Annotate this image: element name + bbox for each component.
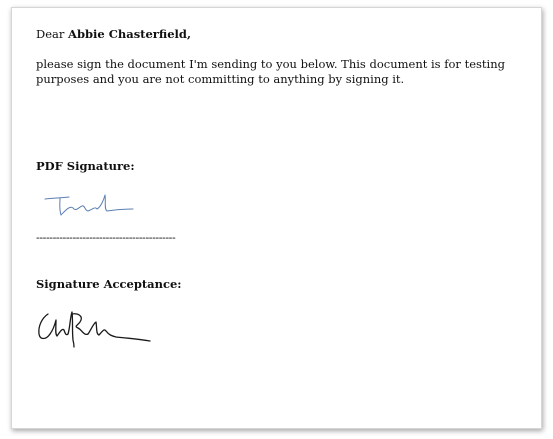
greeting-prefix: Dear xyxy=(36,27,65,41)
signature-separator: ------------------------------------------ xyxy=(36,231,176,244)
signature-acceptance-heading: Signature Acceptance: xyxy=(36,277,182,291)
pdf-signature-heading: PDF Signature: xyxy=(36,159,135,173)
document-page xyxy=(11,7,542,429)
recipient-name: Abbie Chasterfield, xyxy=(68,27,191,41)
pdf-signature-image xyxy=(43,191,135,221)
acceptance-signature-image xyxy=(36,310,152,348)
letter-body: please sign the document I'm sending to you below. This document is for testing purposes and you are not committing to anything by signing it. xyxy=(36,57,505,86)
greeting-line xyxy=(36,27,191,42)
